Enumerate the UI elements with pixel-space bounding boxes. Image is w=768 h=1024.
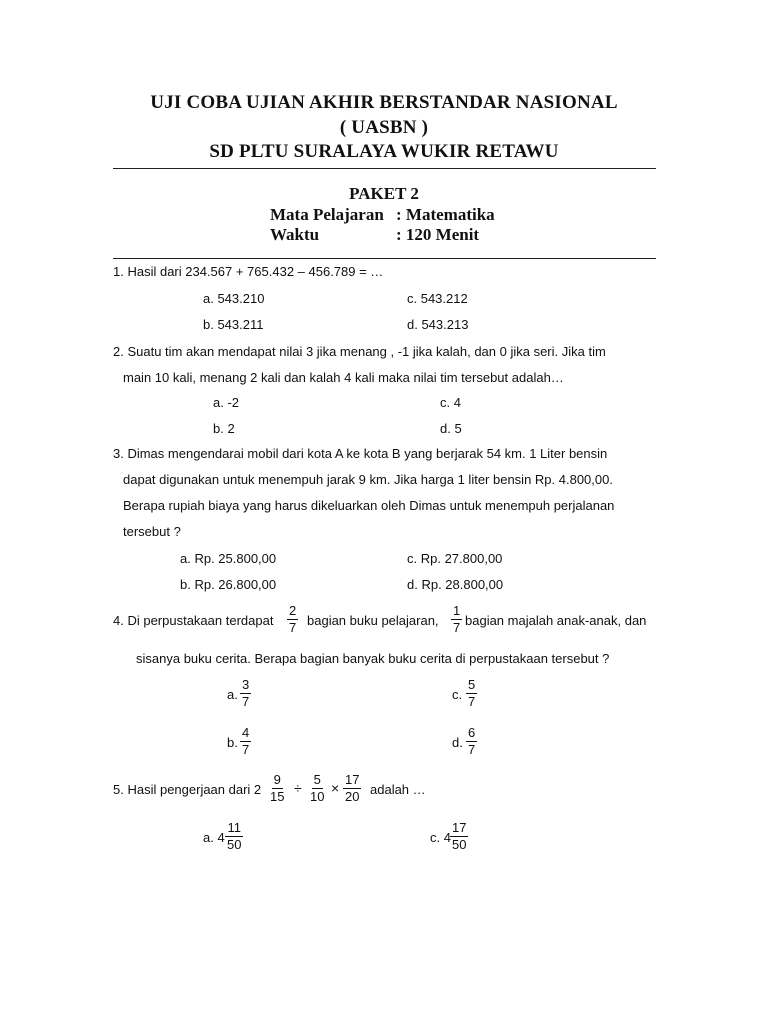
time-value: : 120 Menit [396,225,480,244]
q5-option-c-fraction [450,820,468,853]
question-5-prefix: 5. Hasil pengerjaan dari 2 [113,782,262,797]
school-name: SD PLTU SURALAYA WUKIR RETAWU [209,141,559,162]
q4-fraction-1-numerator: 2 [289,603,297,618]
question-4-part-1: 4. Di perpustakaan terdapat [113,613,274,628]
exam-abbreviation: ( UASBN ) [339,117,429,138]
subject-value: : Matematika [396,205,495,224]
multiplication-sign: × [331,780,340,796]
q5-fraction-2-denominator: 10 [310,789,325,804]
q3-option-c: c. Rp. 27.800,00 [407,551,503,566]
q2-option-b: b. 2 [213,421,235,436]
q4-fraction-1-denominator: 7 [289,620,297,635]
question-4-line-2: sisanya buku cerita. Berapa bagian banyak buku cerita di perpustakaan tersebut ? [136,651,610,666]
q2-option-c: c. 4 [440,395,461,410]
q4-option-c-fraction [466,677,477,710]
q5-option-a-denominator: 50 [227,837,242,852]
q2-option-a: a. -2 [213,395,240,410]
question-5-suffix: adalah … [370,782,426,797]
q5-option-c-label: c. 4 [430,830,451,845]
q5-fraction-2 [308,772,326,805]
q1-option-d: d. 543.213 [407,317,469,332]
q5-option-a-fraction [225,820,243,853]
q4-option-b-denominator: 7 [242,742,250,757]
q4-fraction-2 [451,603,462,636]
q1-option-a: a. 543.210 [203,291,265,306]
q4-option-d-label: d. [452,735,463,750]
q4-option-d-numerator: 6 [468,725,476,740]
q5-fraction-1-numerator: 9 [273,772,281,787]
q4-option-a-denominator: 7 [242,694,250,709]
q5-fraction-1-denominator: 15 [270,789,285,804]
question-4-part-3: bagian majalah anak-anak, dan [465,613,647,628]
q3-option-a: a. Rp. 25.800,00 [180,551,277,566]
q4-fraction-1 [287,603,298,636]
header-divider-top [113,168,656,169]
q5-fraction-1 [268,772,286,805]
q5-option-c-denominator: 50 [452,837,467,852]
q4-option-c-denominator: 7 [468,694,476,709]
q4-option-b-numerator: 4 [242,725,250,740]
q5-option-c-numerator: 17 [452,820,467,835]
paket-label: PAKET 2 [349,184,419,203]
question-3-line-3: Berapa rupiah biaya yang harus dikeluarkan oleh Dimas untuk menempuh perjalanan [123,498,615,513]
q5-option-a-numerator: 11 [227,820,241,835]
q5-fraction-3-numerator: 17 [345,772,360,787]
q4-fraction-2-denominator: 7 [453,620,461,635]
q4-fraction-2-numerator: 1 [453,603,461,618]
header-divider-bottom [113,258,656,259]
q4-option-d-denominator: 7 [468,742,476,757]
q4-option-d-fraction [466,725,477,758]
q4-option-b-fraction [240,725,251,758]
q3-option-d: d. Rp. 28.800,00 [407,577,504,592]
q4-option-c-numerator: 5 [468,677,476,692]
question-1-text: 1. Hasil dari 234.567 + 765.432 – 456.789 = … [113,264,384,279]
q4-option-b-label: b. [227,735,238,750]
q5-fraction-3 [343,772,361,805]
question-3-line-4: tersebut ? [123,524,181,539]
division-sign: ÷ [294,780,302,796]
question-4-part-2: bagian buku pelajaran, [307,613,439,628]
subject-label: Mata Pelajaran [270,205,384,224]
question-2-line-1: 2. Suatu tim akan mendapat nilai 3 jika menang , -1 jika kalah, dan 0 jika seri. Jika tim [113,344,606,359]
q5-fraction-3-denominator: 20 [345,789,360,804]
time-label: Waktu [270,225,320,244]
question-3-line-2: dapat digunakan untuk menempuh jarak 9 km. Jika harga 1 liter bensin Rp. 4.800,00. [123,472,613,487]
q4-option-c-label: c. [452,687,463,702]
q4-option-a-fraction [240,677,251,710]
question-3-line-1: 3. Dimas mengendarai mobil dari kota A ke kota B yang berjarak 54 km. 1 Liter bensin [113,446,608,461]
q4-option-a-numerator: 3 [242,677,250,692]
q1-option-c: c. 543.212 [407,291,468,306]
exam-title: UJI COBA UJIAN AKHIR BERSTANDAR NASIONAL [150,92,618,113]
q3-option-b: b. Rp. 26.800,00 [180,577,277,592]
question-2-line-2: main 10 kali, menang 2 kali dan kalah 4 kali maka nilai tim tersebut adalah… [123,370,564,385]
q4-option-a-label: a. [227,687,238,702]
q5-fraction-2-numerator: 5 [313,772,321,787]
q1-option-b: b. 543.211 [203,317,264,332]
q5-option-a-label: a. 4 [203,830,225,845]
q2-option-d: d. 5 [440,421,462,436]
